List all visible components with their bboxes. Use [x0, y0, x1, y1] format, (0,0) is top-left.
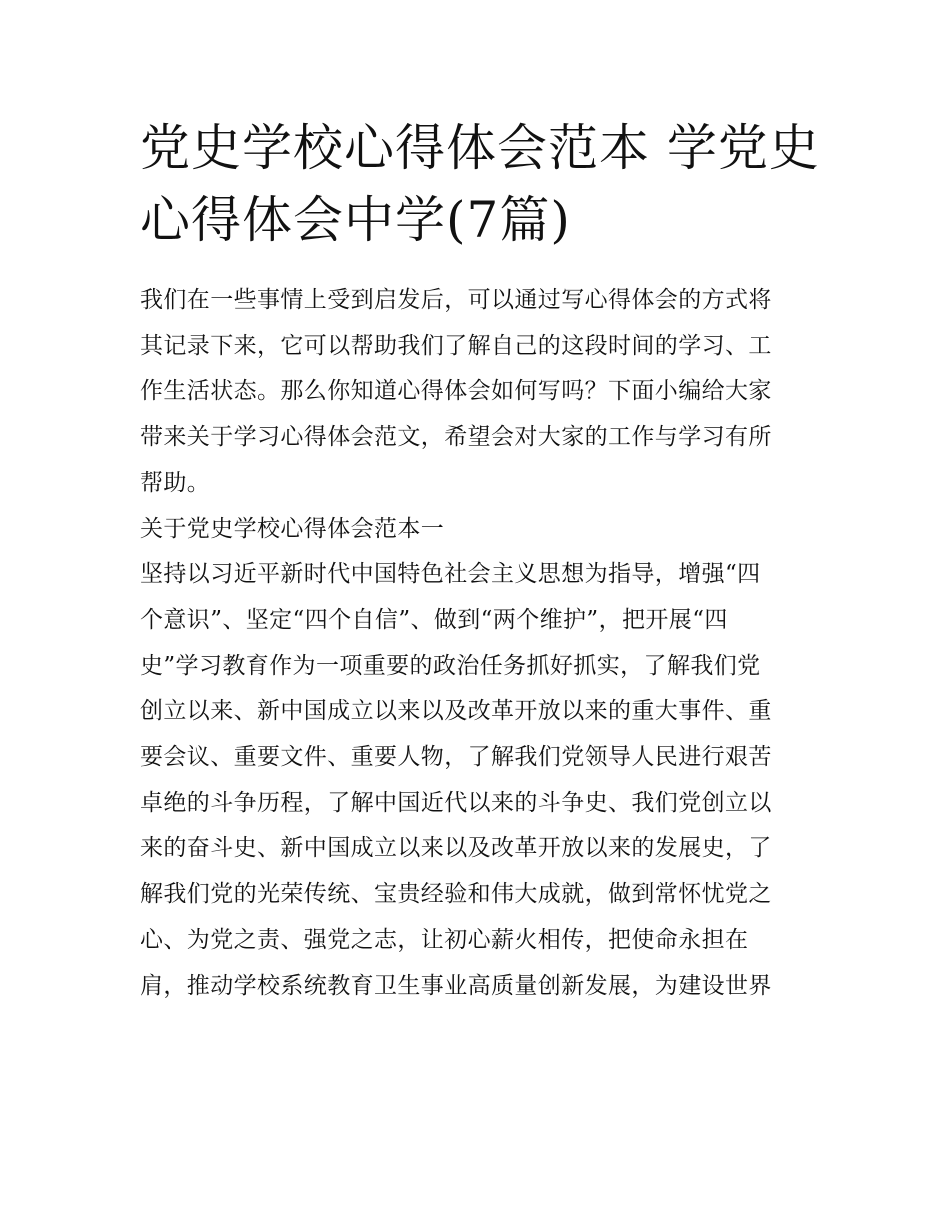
intro-line: 带来关于学习心得体会范文，希望会对大家的工作与学习有所: [140, 424, 772, 451]
section-line: 肩，推动学校系统教育卫生事业高质量创新发展，为建设世界: [140, 972, 772, 999]
section-line: 心、为党之责、强党之志，让初心薪火相传，把使命永担在: [140, 926, 749, 953]
document-body: [140, 278, 830, 1009]
intro-line: 作生活状态。那么你知道心得体会如何写吗？下面小编给大家: [140, 378, 772, 405]
intro-line: 其记录下来，它可以帮助我们了解自己的这段时间的学习、工: [140, 332, 772, 359]
section-line: 卓绝的斗争历程，了解中国近代以来的斗争史、我们党创立以: [140, 789, 772, 816]
title-line: 党史学校心得体会范本 学党史: [140, 119, 820, 177]
section-line: 史”学习教育作为一项重要的政治任务抓好抓实，了解我们党: [140, 652, 761, 679]
section-line: 来的奋斗史、新中国成立以来以及改革开放以来的发展史，了: [140, 835, 772, 862]
section-line: 个意识”、坚定“四个自信”、做到“两个维护”，把开展“四: [140, 606, 728, 633]
intro-line: 我们在一些事情上受到启发后，可以通过写心得体会的方式将: [140, 287, 772, 313]
section-line: 要会议、重要文件、重要人物，了解我们党领导人民进行艰苦: [140, 744, 772, 771]
document-title: [140, 112, 820, 256]
section-line: 解我们党的光荣传统、宝贵经验和伟大成就，做到常怀忧党之: [140, 881, 772, 908]
section-heading: 关于党史学校心得体会范本一: [140, 515, 445, 542]
intro-line: 帮助。: [140, 469, 211, 496]
section-line: 坚持以习近平新时代中国特色社会主义思想为指导，增强“四: [140, 561, 761, 588]
section-line: 创立以来、新中国成立以来以及改革开放以来的重大事件、重: [140, 698, 772, 725]
title-line: 心得体会中学(7篇): [140, 191, 571, 249]
